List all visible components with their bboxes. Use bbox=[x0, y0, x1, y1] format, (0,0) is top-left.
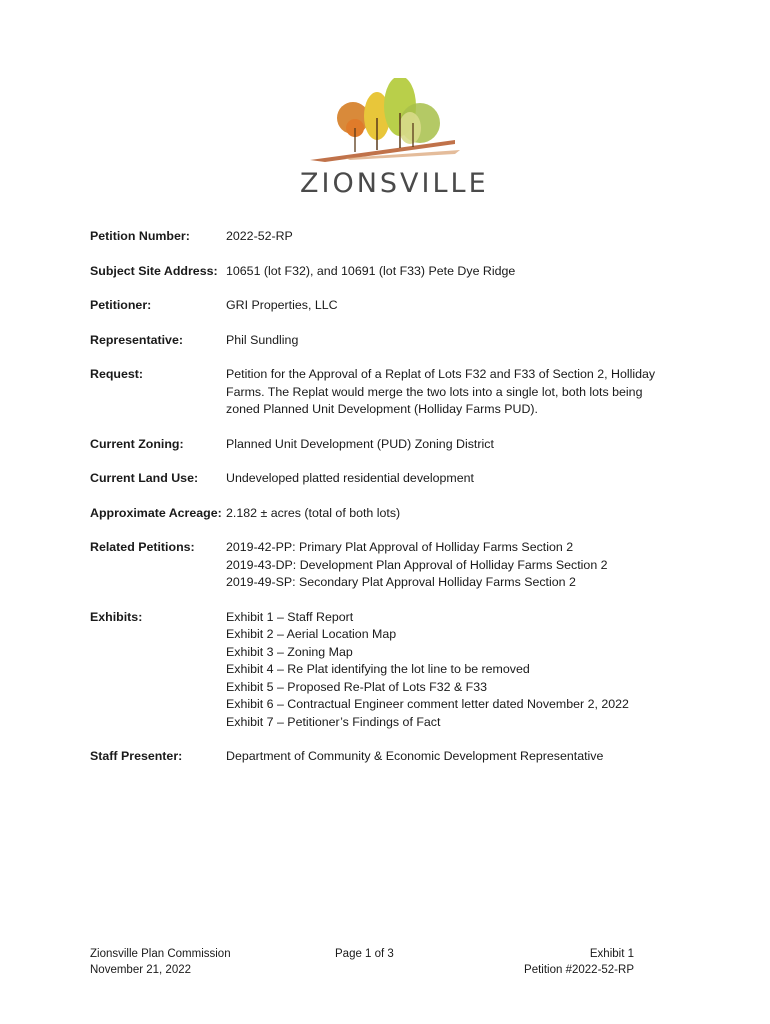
page-number: Page 1 of 3 bbox=[335, 948, 394, 960]
tree-grove-logo-icon bbox=[305, 78, 470, 168]
field-value-line: 2019-42-PP: Primary Plat Approval of Holliday Farms Section 2 bbox=[226, 540, 574, 554]
field-value bbox=[226, 748, 690, 766]
field-label: Approximate Acreage: bbox=[90, 505, 222, 520]
field-value-line: Exhibit 4 – Re Plat identifying the lot line to be removed bbox=[226, 662, 530, 676]
field-row bbox=[90, 748, 690, 766]
field-row bbox=[90, 297, 690, 315]
field-row bbox=[90, 609, 690, 732]
petition-details bbox=[90, 228, 690, 783]
field-value bbox=[226, 228, 690, 246]
footer-date: November 21, 2022 bbox=[90, 964, 192, 976]
field-value-line: GRI Properties, LLC bbox=[226, 298, 338, 312]
field-value-line: Exhibit 5 – Proposed Re-Plat of Lots F32 & F33 bbox=[226, 679, 488, 694]
field-value-line: Exhibit 6 – Contractual Engineer comment letter dated November 2, 2022 bbox=[226, 697, 629, 711]
field-value-line: Petition for the Approval of a Replat of Lots F32 and F33 of Section 2, Holliday bbox=[226, 367, 656, 381]
field-label: Request: bbox=[90, 367, 144, 381]
field-value bbox=[226, 332, 690, 350]
field-label: Petitioner: bbox=[90, 298, 152, 312]
field-value-line: Planned Unit Development (PUD) Zoning District bbox=[226, 436, 494, 451]
field-row bbox=[90, 436, 690, 454]
field-value bbox=[226, 263, 690, 281]
footer-exhibit: Exhibit 1 bbox=[589, 948, 634, 960]
footer-right bbox=[524, 946, 634, 978]
field-value-line: Exhibit 3 – Zoning Map bbox=[226, 644, 353, 659]
field-label: Related Petitions: bbox=[90, 540, 195, 554]
field-value-line: 10651 (lot F32), and 10691 (lot F33) Pete Dye Ridge bbox=[226, 263, 516, 278]
field-label: Current Zoning: bbox=[90, 436, 184, 451]
field-value-line: Exhibit 1 – Staff Report bbox=[226, 609, 354, 624]
field-value-line: zoned Planned Unit Development (Holliday Farms PUD). bbox=[226, 402, 538, 416]
field-row bbox=[90, 263, 690, 281]
field-row bbox=[90, 366, 690, 419]
field-label: Petition Number: bbox=[90, 229, 190, 243]
field-row bbox=[90, 539, 690, 592]
field-label: Representative: bbox=[90, 332, 183, 347]
field-value bbox=[226, 366, 690, 419]
field-row bbox=[90, 505, 690, 523]
field-value-line: 2022-52-RP bbox=[226, 229, 293, 243]
field-label: Exhibits: bbox=[90, 609, 143, 624]
field-label: Current Land Use: bbox=[90, 471, 199, 485]
field-value-line: 2019-43-DP: Development Plan Approval of Holliday Farms Section 2 bbox=[226, 557, 608, 572]
field-label: Staff Presenter: bbox=[90, 749, 183, 763]
field-value bbox=[226, 505, 690, 523]
field-value-line: 2019-49-SP: Secondary Plat Approval Holliday Farms Section 2 bbox=[226, 575, 576, 589]
brand-wordmark: ZIONSVILLE bbox=[300, 168, 489, 199]
field-value bbox=[226, 539, 690, 592]
field-value bbox=[226, 470, 690, 488]
field-row bbox=[90, 228, 690, 246]
field-value-line: Phil Sundling bbox=[226, 332, 299, 347]
field-value-line: Exhibit 7 – Petitioner’s Findings of Fact bbox=[226, 714, 441, 729]
footer-left bbox=[90, 946, 231, 978]
field-row bbox=[90, 470, 690, 488]
field-value-line: Undeveloped platted residential development bbox=[226, 471, 474, 485]
field-value bbox=[226, 609, 690, 732]
field-row bbox=[90, 332, 690, 350]
field-value bbox=[226, 436, 690, 454]
field-value-line: Department of Community & Economic Development Representative bbox=[226, 749, 604, 763]
field-value-line: 2.182 ± acres (total of both lots) bbox=[226, 505, 401, 520]
field-value-line: Exhibit 2 – Aerial Location Map bbox=[226, 627, 397, 641]
field-value bbox=[226, 297, 690, 315]
footer-commission: Zionsville Plan Commission bbox=[90, 948, 231, 960]
field-label: Subject Site Address: bbox=[90, 263, 218, 278]
field-value-line: Farms. The Replat would merge the two lots into a single lot, both lots being bbox=[226, 384, 643, 399]
footer-petition: Petition #2022-52-RP bbox=[524, 964, 634, 976]
